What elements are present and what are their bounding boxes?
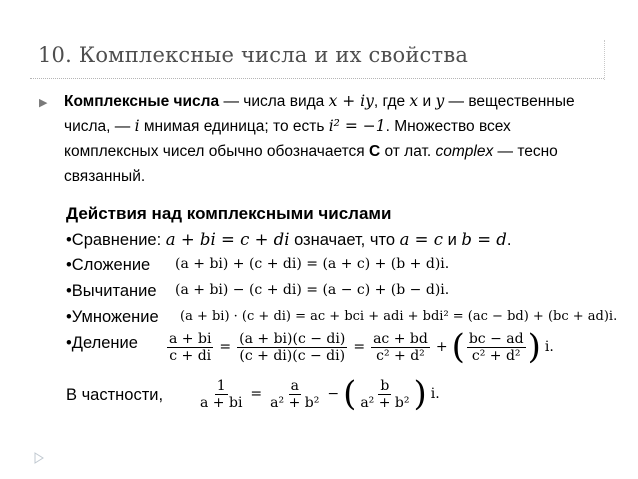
fraction [237,331,347,364]
equals-sign: = [353,339,366,355]
intro-text: , где [373,93,410,110]
subtraction-label: •Вычитание [66,282,157,300]
subtraction-formula: (a + bi) − (c + di) = (a − c) + (b − d)i. [175,282,450,298]
equals-sign: = [219,339,232,355]
intro-text: и [418,93,436,110]
comparison-text: означает, что [289,231,400,249]
intro-text: — числа вида [219,93,329,110]
particular-formula [196,374,444,414]
page-title: 10. Комплексные числа и их свойства [38,43,469,67]
fraction-numerator: bc − ad [468,330,524,347]
right-paren: ) [413,374,427,414]
fraction-numerator: (a + bi)(c − di) [239,330,346,347]
intro-paragraph [64,89,604,189]
comparison-text: . [506,231,512,249]
slide-corner-icon [34,452,44,464]
fraction-numerator: b [380,377,390,394]
multiplication-formula: (a + bi) · (c + di) = ac + bci + adi + bdi² = (ac − bd) + (bc + ad)i. [180,309,618,324]
addition-formula: (a + bi) + (c + di) = (a + c) + (b + d)i. [175,256,450,272]
imaginary-unit: i. [430,386,440,402]
division-label: •Деление [66,334,138,352]
fraction-denominator: (c + di)(c − di) [239,347,346,364]
math-y: y [435,92,445,110]
fraction [358,378,411,411]
fraction-denominator: a + bi [200,394,243,411]
intro-text: . Множество всех комплексных чисел обычно обозначается [64,118,511,160]
left-paren: ( [343,374,357,414]
fraction-denominator: a² + b² [270,394,320,411]
comparison-text: и [443,231,462,249]
fraction [467,331,526,364]
right-paren: ) [527,327,541,367]
left-paren: ( [451,327,465,367]
imaginary-unit: i. [544,339,554,355]
comparison-condition: b = d [461,230,507,249]
fraction-denominator: c² + d² [471,347,521,364]
term-complex-numbers: Комплексные числа [64,93,220,110]
fraction-numerator: a [290,377,299,394]
plus-sign: + [435,339,448,355]
particular-label: В частности, [66,386,164,404]
minus-sign: − [327,386,340,402]
comparison-label: •Сравнение: [66,231,166,249]
math-i-squared: i² = −1 [328,117,386,135]
math-x-iy: x + iy [328,92,374,110]
intro-text: — [114,118,135,135]
math-i: i [134,117,140,135]
intro-text: от лат. [380,143,436,160]
fraction-numerator: ac + bd [373,330,428,347]
fraction [167,331,213,364]
comparison-formula: a + bi = c + di [165,230,290,249]
equals-sign: = [250,386,263,402]
addition-label: •Сложение [66,256,151,274]
fraction-denominator: c² + d² [376,347,425,364]
set-symbol-c: C [368,143,381,160]
fraction-numerator: a + bi [169,330,212,347]
intro-text: — вещественные числа, [64,93,575,135]
fraction [198,378,244,411]
fraction-denominator: c + di [169,347,212,364]
comparison-row [66,230,511,250]
latin-word: complex [435,143,494,160]
intro-text: мнимая единица; то есть [139,118,329,135]
actions-heading: Действия над комплексными числами [66,204,392,223]
fraction-numerator: 1 [216,377,226,394]
title-vertical-divider [604,40,605,80]
division-formula [165,327,558,367]
bullet-triangle-icon: ▶ [39,96,48,109]
comparison-condition: a = c [399,230,443,249]
multiplication-label: •Умножение [66,308,159,326]
fraction-denominator: a² + b² [360,394,410,411]
math-x: x [409,92,419,110]
fraction [268,378,321,411]
intro-text: — тесно связанный. [64,143,558,185]
title-divider [30,78,604,79]
fraction [371,331,430,364]
